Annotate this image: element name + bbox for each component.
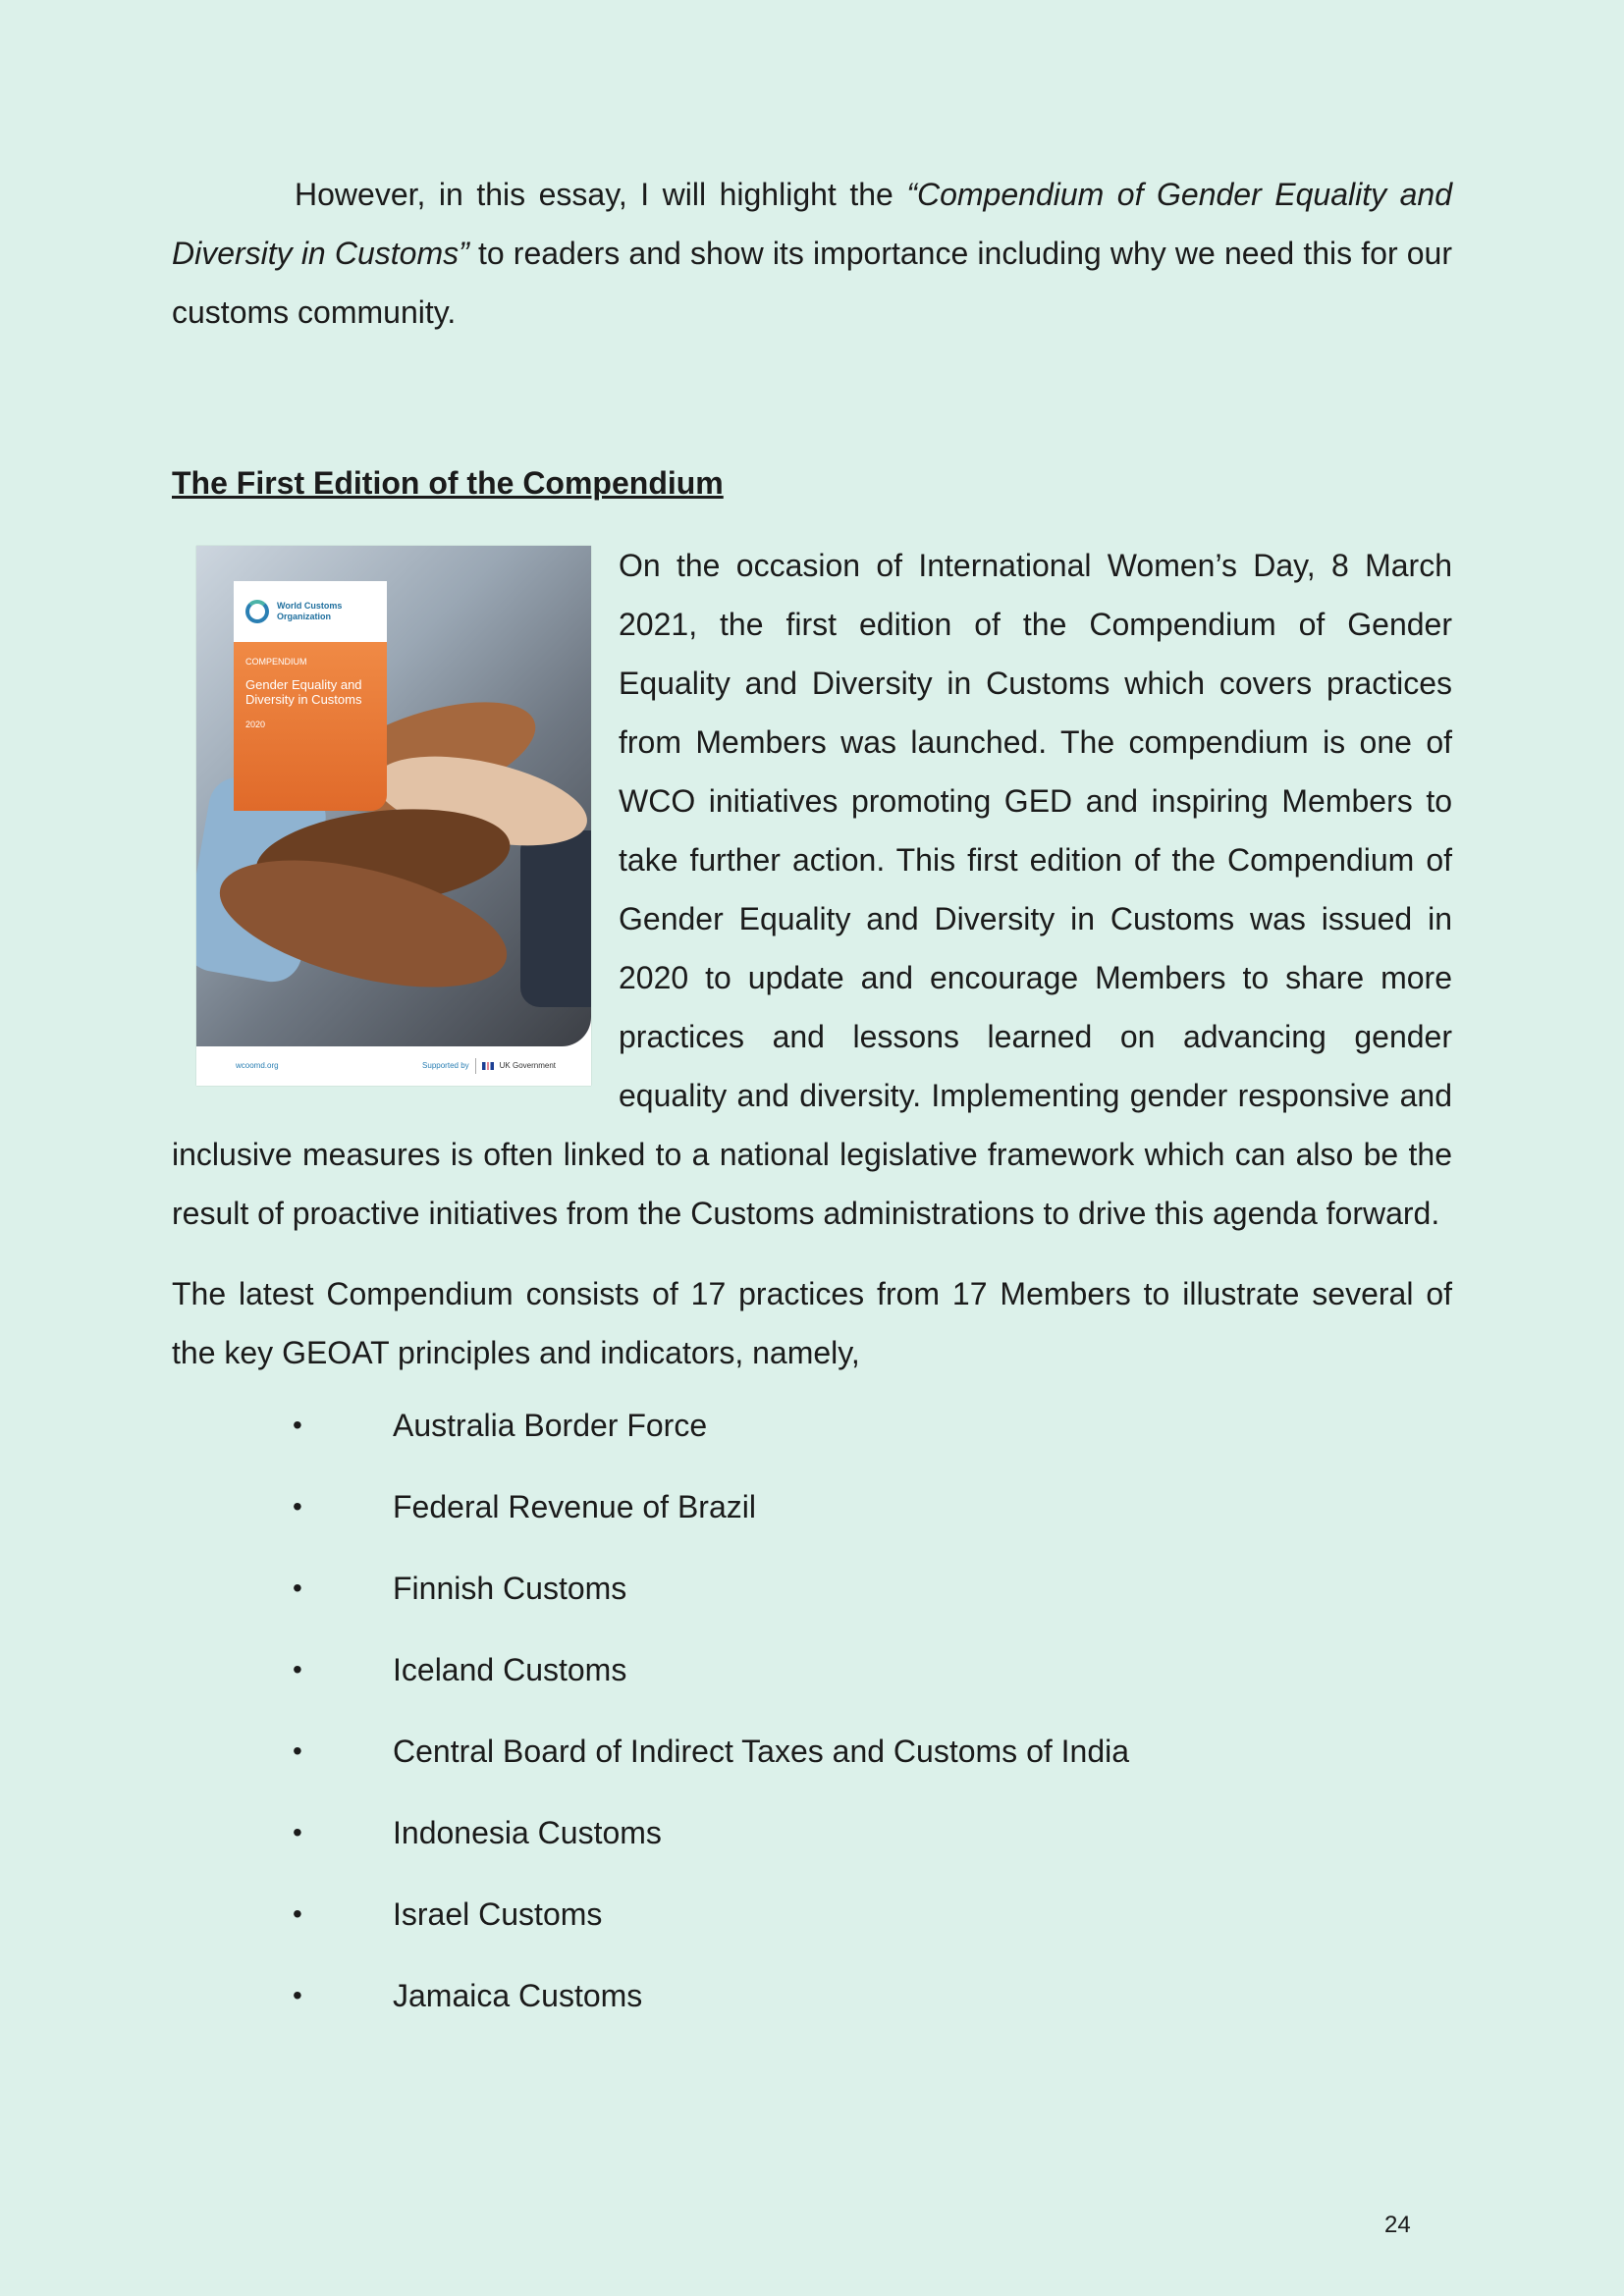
cover-website: wcoomd.org: [236, 1061, 279, 1070]
bullet-icon: •: [293, 1817, 302, 1847]
wco-logo: [234, 581, 387, 642]
cover-footer: [196, 1046, 591, 1086]
logo-line1: World Customs: [277, 601, 343, 611]
cover-year: 2020: [245, 720, 266, 729]
cover-label: COMPENDIUM: [245, 657, 307, 667]
bullet-icon: •: [293, 1410, 302, 1440]
compendium-title-italic: “Compendium of Gender Equality and Diversity in Customs”: [172, 177, 1453, 271]
first-edition-paragraph: On the occasion of International Women’s Day, 8 March 2021, the first edition of the Compendium of Gender Equality and Diversity in Customs which covers practices from Members was launched. The compendium is one of WCO initiatives promoting GED and inspiring Members to take further action. This first edition of the Compendium of Gender Equality and Diversity in Customs was issued in 2020 to update and encourage Members to share more practices and lessons learned on advancing gender equality and diversity. Implementing gender responsive and inclusive measures is often linked to a national legislative framework which can also be the result of proactive initiatives from the Customs administrations to drive this agenda forward.: [172, 548, 1452, 1231]
bullet-icon: •: [293, 1654, 302, 1684]
latest-compendium-paragraph: The latest Compendium consists of 17 practices from 17 Members to illustrate several of the key GEOAT principles and indicators, namely,: [172, 1276, 1452, 1370]
members-list: [172, 1404, 1452, 2017]
intro-rest: to readers and show its importance including why we need this for our customs community.: [172, 236, 1453, 330]
page-number: 24: [1384, 2212, 1411, 2238]
bullet-icon: •: [293, 1573, 302, 1603]
list-item: • Australia Border Force: [172, 1404, 1452, 1447]
cover-supported-by: Supported by: [422, 1061, 469, 1070]
intro-paragraph: [172, 165, 1452, 342]
list-item: • Israel Customs: [172, 1893, 1452, 1936]
section-heading: The First Edition of the Compendium: [172, 465, 724, 501]
logo-line2: Organization: [277, 612, 332, 621]
wco-logo-icon: [245, 600, 269, 623]
bullet-icon: •: [293, 1735, 302, 1766]
bullet-icon: •: [293, 1980, 302, 2010]
intro-lead: However, in this essay, I will highlight the: [295, 177, 907, 212]
list-item: • Finnish Customs: [172, 1567, 1452, 1610]
document-page: [172, 165, 1452, 2056]
compendium-cover-image: [196, 546, 591, 1086]
list-item: • Central Board of Indirect Taxes and Customs of India: [172, 1730, 1452, 1773]
list-item: • Iceland Customs: [172, 1648, 1452, 1691]
list-item: • Jamaica Customs: [172, 1974, 1452, 2017]
bullet-icon: •: [293, 1898, 302, 1929]
cover-title-panel: [234, 642, 387, 811]
cover-title: Gender Equality and Diversity in Customs: [245, 677, 362, 707]
list-item: • Indonesia Customs: [172, 1811, 1452, 1854]
bullet-icon: •: [293, 1491, 302, 1522]
uk-flag-icon: [482, 1062, 494, 1070]
list-item: • Federal Revenue of Brazil: [172, 1485, 1452, 1528]
cover-gov: UK Government: [499, 1061, 556, 1070]
